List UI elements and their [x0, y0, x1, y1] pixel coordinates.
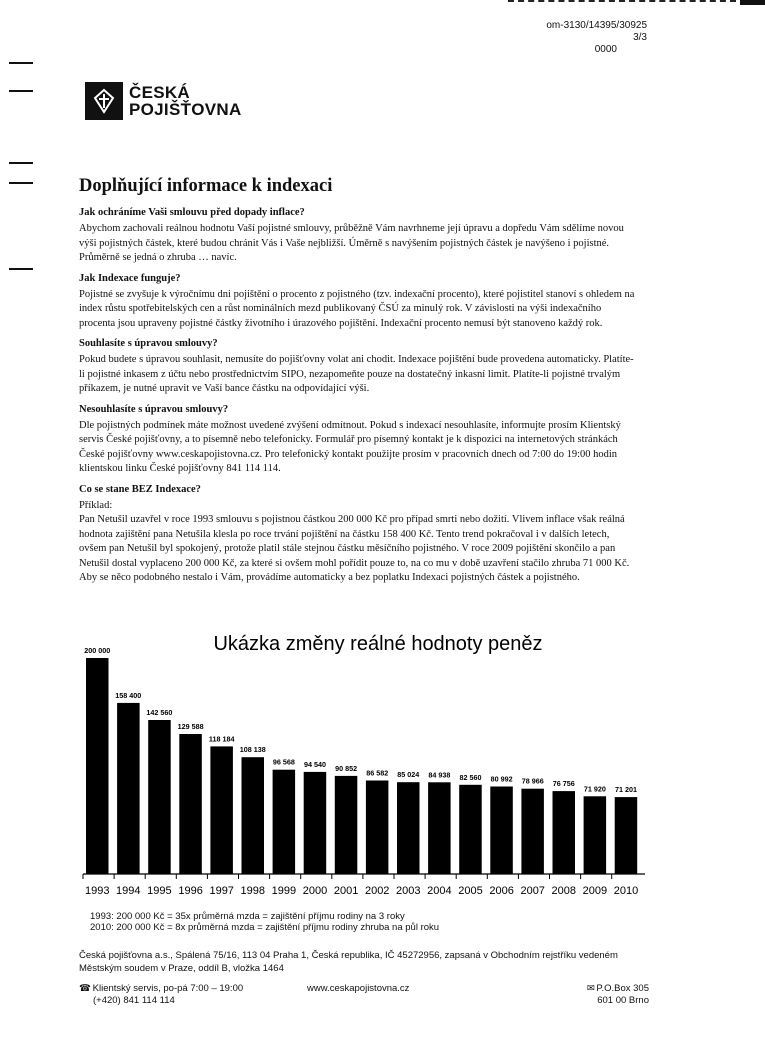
year-label-2000: 2000 — [302, 885, 328, 897]
insurance-emblem-icon — [85, 82, 123, 120]
chart-title: Ukázka změny reálné hodnoty peněz — [213, 633, 543, 655]
bar-1995 — [148, 720, 171, 874]
page-title: Doplňující informace k indexaci — [79, 176, 333, 196]
data-label-2002: 86 582 — [366, 768, 389, 778]
chart-notes — [90, 911, 439, 933]
bar-1996 — [179, 734, 202, 874]
year-label-1993: 1993 — [85, 885, 110, 897]
bar-1999 — [273, 770, 296, 874]
logo-line-1: ČESKÁ — [129, 83, 191, 102]
data-label-1999: 96 568 — [272, 757, 295, 767]
bar-1993 — [86, 658, 109, 874]
year-label-2004: 2004 — [427, 885, 452, 897]
year-label-1994: 1994 — [116, 885, 141, 897]
year-label-2006: 2006 — [489, 885, 514, 897]
year-label-2009: 2009 — [582, 885, 608, 897]
client-service-phone: (+420) 841 114 114 — [93, 995, 175, 1006]
section-heading: Jak ochráníme Vaši smlouvu před dopady inflace? — [79, 207, 305, 218]
year-label-1995: 1995 — [147, 885, 172, 897]
data-label-1997: 118 184 — [208, 734, 235, 744]
note-1993: 1993: 200 000 Kč = 35x průměrná mzda = zajištění příjmu rodiny na 3 roky — [90, 911, 405, 922]
postal-city: 601 00 Brno — [597, 995, 649, 1006]
scan-edge-dashes — [508, 0, 736, 4]
data-label-2000: 94 540 — [304, 759, 326, 769]
company-info: Česká pojišťovna a.s., Spálená 75/16, 113 04 Praha 1, Česká republika, IČ 45272956, zapsaná v Obchodním rejstříku vedeném Městským soudem v Praze, oddíl B, vložka 1464 — [79, 950, 618, 974]
bar-1994 — [117, 703, 140, 874]
company-logo — [85, 82, 242, 120]
bar-2003 — [397, 782, 420, 874]
data-label-1993: 200 000 — [84, 646, 111, 655]
document-id: om-3130/14395/30925 — [546, 20, 647, 31]
contact-bar — [79, 983, 649, 1011]
year-label-2007: 2007 — [520, 885, 545, 897]
value-bar-chart — [0, 620, 765, 905]
fold-mark — [9, 62, 33, 64]
bar-2007 — [521, 789, 544, 874]
data-label-2009: 71 920 — [583, 784, 606, 794]
section-heading: Nesouhlasíte s úpravou smlouvy? — [79, 403, 229, 415]
bar-1998 — [242, 757, 265, 874]
year-label-2003: 2003 — [396, 885, 421, 897]
bar-2004 — [428, 782, 451, 874]
document-id-block — [546, 20, 647, 56]
bar-2001 — [335, 776, 358, 874]
page-number: 3/3 — [633, 32, 647, 43]
bar-2002 — [366, 781, 389, 875]
bar-2005 — [459, 785, 482, 874]
year-label-2005: 2005 — [458, 885, 483, 897]
envelope-icon: ✉ — [586, 983, 595, 994]
data-label-1998: 108 138 — [239, 745, 266, 755]
section-paragraph: Dle pojistných podmínek máte možnost uvedené zvýšení odmítnout. Pokud s indexací nesouhlasíte, informujte prosím Klientský servis České pojišťovny, a to písemně nebo telefonicky. Formulář pro písemný kontakt je k dispozici na internetových stránkách České pojišťovny www.ceskapojistovna.cz. Pro telefonický kontakt použijte prosím v pracovních dnech od 7:00 do 19:00 hodin klientskou linku České pojišťovny 841 114 114. — [79, 419, 621, 474]
section-heading: Souhlasíte s úpravou smlouvy? — [79, 338, 218, 349]
phone-icon: ☎ — [79, 983, 91, 994]
year-label-1998: 1998 — [240, 885, 266, 897]
po-box: P.O.Box 305 — [596, 983, 649, 994]
bar-1997 — [210, 746, 233, 874]
client-service-hours: Klientský servis, po-pá 7:00 – 19:00 — [92, 983, 244, 994]
data-label-2008: 76 756 — [552, 779, 575, 789]
document-code: 0000 — [594, 44, 617, 55]
data-label-2003: 85 024 — [397, 770, 420, 780]
note-2010: 2010: 200 000 Kč = 8x průměrná mzda = zajištění příjmu rodiny zhruba na půl roku — [90, 922, 440, 933]
year-label-1996: 1996 — [178, 885, 203, 897]
data-label-2010: 71 201 — [615, 785, 637, 795]
section-paragraph: Příklad: — [79, 499, 113, 511]
scan-edge-block — [740, 0, 765, 5]
data-label-1995: 142 560 — [146, 708, 173, 717]
data-label-2004: 84 938 — [428, 770, 451, 780]
data-label-2006: 80 992 — [490, 774, 513, 784]
logo-line-2: POJIŠŤOVNA — [129, 100, 242, 119]
fold-mark — [9, 182, 33, 184]
fold-mark — [9, 90, 33, 92]
section-heading: Co se stane BEZ Indexace? — [79, 483, 201, 495]
bar-2000 — [304, 772, 327, 874]
fold-mark — [9, 268, 33, 270]
data-label-2001: 90 852 — [335, 763, 358, 773]
year-label-2001: 2001 — [333, 885, 359, 897]
data-label-2007: 78 966 — [521, 776, 544, 786]
main-content — [79, 174, 639, 589]
section-paragraph: Pokud budete s úpravou souhlasit, nemusíte do pojišťovny volat ani chodit. Indexace pojištění bude provedena automaticky. Platíte-li pojistné inkasem z účtu nebo prostřednictvím SIPO, nezapomeňte pouze na dostatečný inkasní limit. Platíte-li pojistné trvalým příkazem, je nutné upravit ve Vaší bance částku na odpovídající výši. — [79, 354, 634, 394]
bar-2010 — [615, 797, 638, 874]
website-link[interactable]: www.ceskapojistovna.cz — [307, 983, 410, 994]
section-heading: Jak Indexace funguje? — [79, 272, 181, 284]
data-label-1996: 129 588 — [177, 722, 204, 731]
section-paragraph: Abychom zachovali reálnou hodnotu Vaší pojistné smlouvy, průběžně Vám navrhneme její úpravu a dopředu Vám sdělíme novou výši pojistných částek, které budou chránit Vás i Vaše nejbližší. Úměrně s navýšením pojistných částek je navýšeno i pojistné. Průměrně se jedná o zhruba … navíc. — [79, 223, 624, 263]
data-label-2005: 82 560 — [459, 772, 482, 782]
bar-2009 — [584, 796, 607, 874]
year-label-2002: 2002 — [364, 885, 390, 897]
bar-2008 — [553, 791, 576, 874]
year-label-2008: 2008 — [551, 885, 577, 897]
year-label-1997: 1997 — [209, 885, 234, 897]
year-label-2010: 2010 — [613, 885, 639, 897]
year-label-1999: 1999 — [271, 885, 297, 897]
fold-mark — [9, 162, 33, 164]
section-paragraph: Pojistné se zvyšuje k výročnímu dni pojištění o procento z pojistného (tzv. indexační procento), které pojistitel stanoví s ohledem na index růstu spotřebitelských cen a růst nominálních mezd publikovaný ČSÚ za minulý rok. V závislosti na výši indexačního procenta jsou upraveny pojistné částky životního i úrazového pojištění. Indexační procento nemusí být stanoveno každý rok. — [79, 288, 635, 329]
section-paragraph: Pan Netušil uzavřel v roce 1993 smlouvu s pojistnou částkou 200 000 Kč pro případ smrti nebo dožití. Vlivem inflace však reálná hodnota zajištění pana Netušila klesla po roce trvání pojištění na částku 158 400 Kč. Tento trend pokračoval i v dalších letech, ovšem pan Netušil byl spokojený, protože platil stále stejnou částku měsíčního pojistného. V roce 2009 pojištění skončilo a pan Netušil dostal vyplaceno 200 000 Kč, za které si ovšem mohl pořídit pouze to, na co mu v době uzavření stačilo zhruba 71 000 Kč. Aby se něco podobného nestalo i Vám, provádíme automaticky a bez poplatku Indexaci pojistných částek a pojistného. — [79, 514, 630, 583]
bar-2006 — [490, 787, 513, 875]
data-label-1994: 158 400 — [115, 690, 142, 700]
